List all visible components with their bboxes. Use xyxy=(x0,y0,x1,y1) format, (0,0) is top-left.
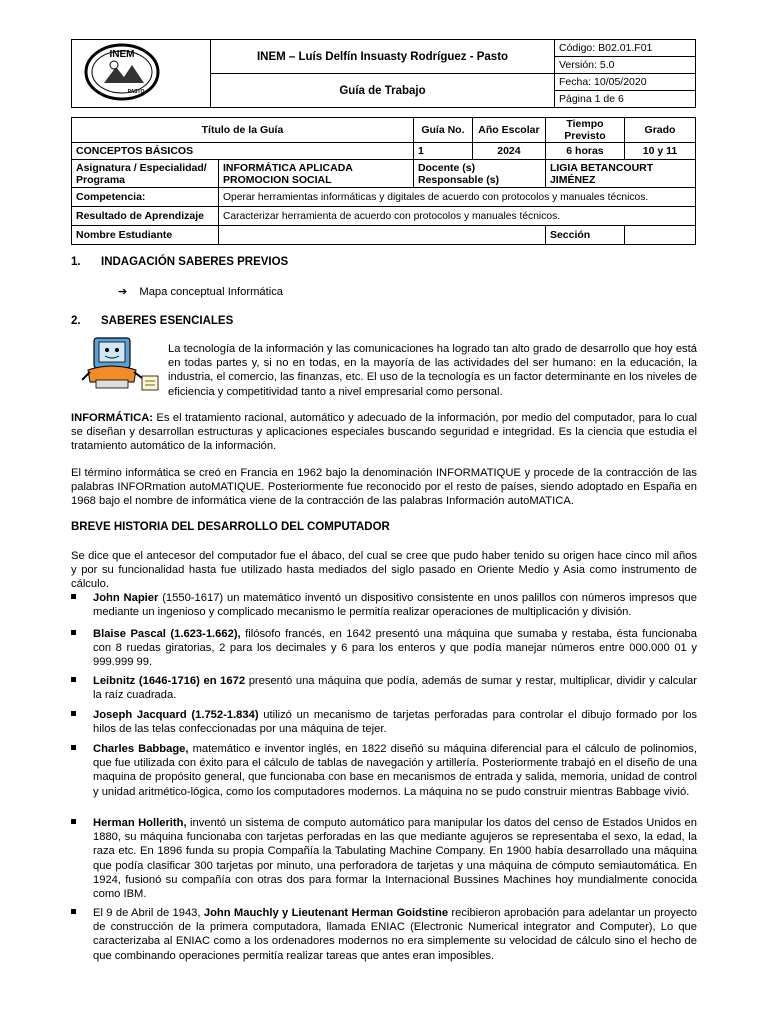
section-2-title: SABERES ESENCIALES xyxy=(101,315,234,327)
bullet-prefix: El 9 de Abril de 1943, xyxy=(93,907,204,919)
student-name-field[interactable] xyxy=(219,226,546,245)
teacher-value: LIGIA BETANCOURT JIMÉNEZ xyxy=(545,160,695,188)
bullet-hollerith xyxy=(71,816,697,901)
subject-label: Asignatura / Especialidad/ Programa xyxy=(72,160,219,188)
grade: 10 y 11 xyxy=(625,143,696,160)
doc-page: Página 1 de 6 xyxy=(555,91,696,108)
bullet-text: filósofo francés, en 1642 presentó una máquina que sumaba y restaba, ésta funcionaba con 8 ruedas giratorias, 2 para los decimales y 6 para los enteros y que podía manejar números entre 000.000 01 y 999.999 99. xyxy=(93,628,697,669)
guide-number: 1 xyxy=(413,143,472,160)
informatica-definition xyxy=(71,411,697,454)
col-anio: Año Escolar xyxy=(472,118,545,143)
col-grado: Grado xyxy=(625,118,696,143)
bullet-jacquard xyxy=(71,708,697,736)
abacus-paragraph: Se dice que el antecesor del computador fue el ábaco, del cual se cree que pudo haber tenido su origen hace cinco mil años y por su funcionalidad hasta fue utilizado hasta mediados del siglo pasado en Oriente Medio y Asia como instrumento de cálculo. xyxy=(71,550,697,591)
competence-label: Competencia: xyxy=(72,188,219,207)
section-2-number: 2. xyxy=(71,315,81,327)
subject-value: INFORMÁTICA APLICADA PROMOCION SOCIAL xyxy=(219,160,414,188)
bullet-title: Charles Babbage, xyxy=(93,743,189,755)
outcome-label: Resultado de Aprendizaje xyxy=(72,207,219,226)
logo-cell xyxy=(72,40,211,108)
student-name-label: Nombre Estudiante xyxy=(72,226,219,245)
section-1-item xyxy=(118,285,283,298)
bullet-babbage xyxy=(71,742,697,799)
doc-code: Código: B02.01.F01 xyxy=(555,40,696,57)
section-1-number: 1. xyxy=(71,256,81,268)
bullet-title: Leibnitz (1646-1716) en 1672 xyxy=(93,675,246,687)
concept-map-item: Mapa conceptual Informática xyxy=(139,286,284,298)
teacher-label: Docente (s) Responsable (s) xyxy=(413,160,545,188)
informatica-text: Es el tratamiento racional, automático y adecuado de la información, por medio del computador, para lo cual se diseñan y desarrollan estructuras y aplicaciones especiales buscando seguridad e integridad. Es la ciencia que estudia el tratamiento automático de la información. xyxy=(71,412,697,453)
col-titulo: Título de la Guía xyxy=(72,118,414,143)
bullet-title: Joseph Jacquard (1.752-1.834) xyxy=(93,709,259,721)
bullet-text: presentó una máquina que podía, además de sumar y restar, multiplicar, dividir y calcular la raíz cuadrada. xyxy=(93,675,698,702)
institution-name: INEM – Luís Delfín Insuasty Rodríguez - Pasto xyxy=(211,40,555,74)
section-field[interactable] xyxy=(625,226,696,245)
bullet-text: utilizó un mecanismo de tarjetas perforadas para controlar el dibujo formado por los hilos de las telas confeccionadas por una máquina de tejer. xyxy=(93,709,698,736)
bullet-title: Herman Hollerith, xyxy=(93,817,187,829)
section-1-title: INDAGACIÓN SABERES PREVIOS xyxy=(101,256,289,268)
bullet-napier xyxy=(71,591,697,619)
arrow-icon: ➔ xyxy=(118,286,128,298)
col-guia: Guía No. xyxy=(413,118,472,143)
section-label: Sección xyxy=(545,226,624,245)
competence-value: Operar herramientas informáticas y digitales de acuerdo con protocolos y manuales técnicos. xyxy=(219,188,696,207)
section-2-heading xyxy=(71,315,233,327)
bullet-text: inventó un sistema de computo automático para manipular los datos del censo de Estados Unidos en 1880, su máquina funcionaba con tarjetas perforadas en las que mediante agujeros se representaba el sexo, la edad, la raza etc. En 1896 funda su propia Compañía la Tabulating Machine Company. En 1900 había desarrollado una máquina que podía clasificar 300 tarjetas por minuto, una perforadora de tarjetas y una máquina de cómputo semiautomática. En 1924, fusionó su compañía con otras dos para formar la Internacional Bussines Machines hoy mundialmente conocida como IBM. xyxy=(93,817,697,901)
intro-paragraph: La tecnología de la información y las comunicaciones ha logrado tan alto grado de desarrollo que hoy está en todas partes y, si no en todas, en la mayoría de las actividades del ser humano: en la educación, la industria, el comercio, las finanzas, etc. El uso de la tecnología es un factor determinante en los niveles de eficiencia y competitividad tanto a nivel empresarial como personal. xyxy=(168,343,697,398)
bullet-text: (1550-1617) un matemático inventó un dispositivo consistente en unos palillos con números impresos que mediante un ingenioso y complicado mecanismo le permitía realizar operaciones de multiplicación y división. xyxy=(93,592,697,619)
guide-title: CONCEPTOS BÁSICOS xyxy=(72,143,414,160)
informatica-term: INFORMÁTICA: xyxy=(71,412,154,424)
bullet-title: Blaise Pascal (1.623-1.662), xyxy=(93,628,241,640)
logo-text: INEM xyxy=(109,49,135,60)
logo-sub: PASTO xyxy=(127,89,145,95)
header-table xyxy=(71,39,696,108)
origin-paragraph: El término informática se creó en Francia en 1962 bajo la denominación INFORMATIQUE y procede de la contracción de las palabras INFORmation autoMATIQUE. Posteriormente fue reconocido por el resto de países, siendo adoptado en España en 1968 bajo el nombre de informática viene de la contracción de las palabras Información autoMATICA. xyxy=(71,467,697,508)
outcome-value: Caracterizar herramienta de acuerdo con protocolos y manuales técnicos. xyxy=(219,207,696,226)
bullet-pascal xyxy=(71,627,697,670)
history-heading: BREVE HISTORIA DEL DESARROLLO DEL COMPUTADOR xyxy=(71,521,390,533)
expected-time: 6 horas xyxy=(545,143,624,160)
doc-type: Guía de Trabajo xyxy=(211,74,555,108)
bullet-title: John Napier xyxy=(93,592,159,604)
bullet-leibnitz xyxy=(71,674,697,702)
bullet-text: matemático e inventor inglés, en 1822 diseñó su máquina diferencial para el cálculo de polinomios, que fue utilizada con éxito para el cálculo de tablas de navegación y artillería. Posteriormente trabajó en el diseño de una maquina de propósito general, que funcionaba con base en mecanismos de entrada y salida, memoria, unidad de control y unidad aritmético-lógica, como los computadores modernos. La máquina no se pudo construir mientras Babbage vivió. xyxy=(93,743,697,798)
section-1-heading xyxy=(71,256,288,268)
bullet-eniac xyxy=(71,906,697,963)
bullet-text: recibieron aprobación para adelantar un proyecto de construcción de la primera computadora, llamada ENIAC (Electronic Numerical integrator and Computer), Lo que caracterizaba al ENIAC como a los ordenadores modernos no era simplemente su velocidad de cálculo sino el hecho de que combinando operaciones permitía realizar tareas que antes eran imposibles. xyxy=(93,907,697,962)
bullet-title: John Mauchly y Lieutenant Herman Goidstine xyxy=(203,907,449,919)
doc-version: Versión: 5.0 xyxy=(555,57,696,74)
info-table xyxy=(71,117,696,245)
col-tiempo: Tiempo Previsto xyxy=(545,118,624,143)
school-year: 2024 xyxy=(472,143,545,160)
doc-date: Fecha: 10/05/2020 xyxy=(555,74,696,91)
computer-clipart xyxy=(82,336,164,396)
